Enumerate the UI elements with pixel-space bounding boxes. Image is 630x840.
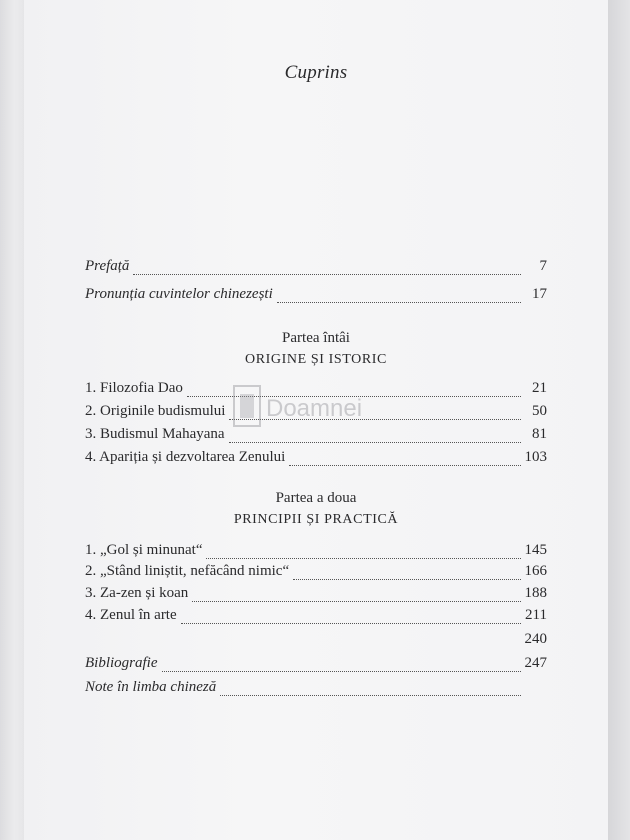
toc-entry-page: 247 <box>524 655 547 671</box>
toc-entry-chapter <box>85 542 547 564</box>
toc-entry-label: Prefață <box>85 258 130 274</box>
part-one-heading: Partea întâi <box>282 330 350 346</box>
toc-title: Cuprins <box>284 62 348 83</box>
toc-entry-page: 17 <box>532 286 547 302</box>
leader-dots <box>229 441 521 443</box>
toc-entry-label: 1. „Gol și minunat“ <box>85 542 203 558</box>
toc-entry-label: Bibliografie <box>85 655 158 671</box>
toc-entry-label: 2. „Stând liniștit, nefăcând nimic“ <box>85 563 290 579</box>
toc-entry-page: 81 <box>532 426 547 442</box>
toc-entry-pronunciation <box>85 286 547 308</box>
toc-entry-chapter <box>85 585 547 607</box>
watermark-text: Doamnei <box>266 395 363 422</box>
page-edge <box>608 0 630 840</box>
part-two-title: PRINCIPII ȘI PRACTICĂ <box>233 512 399 527</box>
toc-entry-page: 7 <box>539 258 547 274</box>
toc-entry-page: 211 <box>525 607 547 623</box>
leader-dots <box>133 273 521 275</box>
toc-entry-chapter <box>85 607 547 629</box>
toc-entry-preface <box>85 258 547 280</box>
toc-entry-page: 50 <box>532 403 547 419</box>
toc-entry-chapter <box>85 449 547 471</box>
toc-entry-page: 145 <box>524 542 547 558</box>
leader-dots <box>277 301 521 303</box>
leader-dots <box>289 464 520 466</box>
toc-entry-notes <box>85 679 547 701</box>
part-one-title: ORIGINE ȘI ISTORIC <box>245 352 387 367</box>
toc-entry-page: 103 <box>524 449 547 465</box>
leader-dots <box>293 578 520 580</box>
toc-entry-page: 21 <box>532 380 547 396</box>
toc-entry-label: 4. Apariția și dezvoltarea Zenului <box>85 449 286 465</box>
toc-stray-page-number: 240 <box>524 631 547 647</box>
toc-entry-label: 1. Filozofia Dao <box>85 380 183 396</box>
leader-dots <box>181 622 521 624</box>
watermark-logo <box>232 380 392 432</box>
book-spine <box>0 0 24 840</box>
toc-entry-label: Note în limba chineză <box>85 679 217 695</box>
toc-entry-label: 3. Budismul Mahayana <box>85 426 225 442</box>
leader-dots <box>206 557 520 559</box>
leader-dots <box>220 694 521 696</box>
toc-entry-chapter <box>85 563 547 585</box>
toc-entry-label: 2. Originile budismului <box>85 403 226 419</box>
leader-dots <box>192 600 520 602</box>
toc-entry-label: 4. Zenul în arte <box>85 607 177 623</box>
toc-entry-page: 188 <box>524 585 547 601</box>
toc-entry-label: Pronunția cuvintelor chinezești <box>85 286 273 302</box>
toc-entry-bibliography <box>85 655 547 677</box>
leader-dots <box>162 670 521 672</box>
toc-entry-page: 166 <box>524 563 547 579</box>
toc-entry-label: 3. Za-zen și koan <box>85 585 189 601</box>
part-two-heading: Partea a doua <box>275 490 357 506</box>
